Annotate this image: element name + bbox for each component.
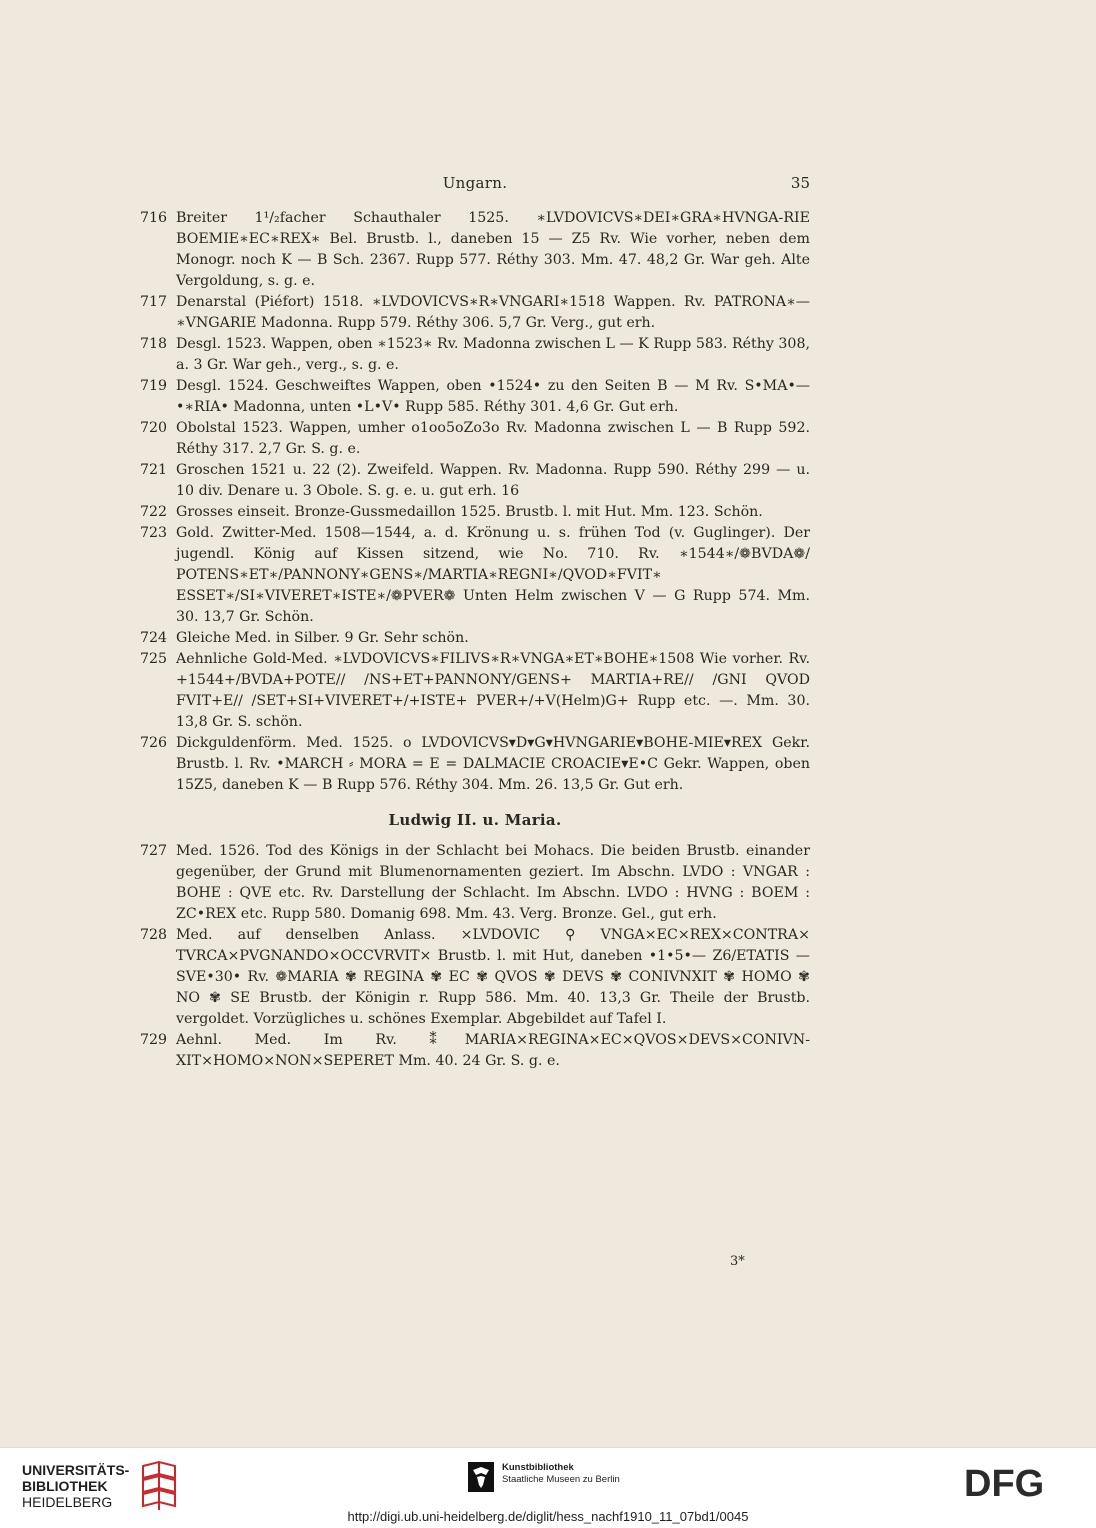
entry-text: Dickguldenförm. Med. 1525. o LVDOVICVS▾D▾G▾HVNGARIE▾BOHE-MIE▾REX Gekr. Brustb. l. Rv. •MARCH ⸗ MORA = E = DALMACIE CROACIE▾E•C Gekr. Wappen, oben 15Z5, daneben K — B Rupp 576. Réthy 304. Mm. 26. 13,5 Gr. Gut erh. (176, 735, 810, 793)
dfg-logo[interactable] (964, 1464, 1074, 1504)
section-heading: Ludwig II. u. Maria. (388, 811, 562, 829)
catalog-entry (140, 292, 810, 334)
page-title: Ungarn. (442, 174, 508, 192)
entry-text: Desgl. 1523. Wappen, oben ∗1523∗ Rv. Madonna zwischen L — K Rupp 583. Réthy 308, a. 3 Gr. War geh., verg., s. g. e. (176, 336, 810, 373)
kunstbibliothek-logo[interactable] (468, 1462, 620, 1492)
ub-heidelberg-logo[interactable] (22, 1460, 181, 1512)
catalog-entry (140, 523, 810, 628)
entry-text: Med. 1526. Tod des Königs in der Schlacht bei Mohacs. Die beiden Brustb. einander gegenüber, der Grund mit Blumenornamenten geziert. Im Abschn. LVDO : VNGAR : BOHE : QVE etc. Rv. Darstellung der Schlacht. Im Abschn. LVDO : HVNG : BOEM : ZC•REX etc. Rupp 580. Domanig 698. Mm. 43. Verg. Bronze. Gel., gut erh. (176, 843, 810, 922)
entry-number: 719 (140, 378, 168, 394)
entry-number: 725 (140, 651, 168, 667)
catalog-entry (140, 502, 810, 523)
entry-text: Desgl. 1524. Geschweiftes Wappen, oben •1524• zu den Seiten B — M Rv. S•MA•—•∗RIA• Madonna, unten •L•V• Rupp 585. Réthy 301. 4,6 Gr. Gut erh. (176, 378, 810, 415)
running-head (140, 174, 810, 196)
entry-number: 722 (140, 504, 168, 520)
entry-number: 723 (140, 525, 168, 541)
catalog-entry (140, 376, 810, 418)
entry-number: 724 (140, 630, 168, 646)
catalog-entry (140, 460, 810, 502)
catalog-entry (140, 649, 810, 733)
entry-text: Denarstal (Piéfort) 1518. ∗LVDOVICVS∗R∗VNGARI∗1518 Wappen. Rv. PATRONA∗—∗VNGARIE Madonna. Rupp 579. Réthy 306. 5,7 Gr. Verg., gut erh. (176, 294, 810, 331)
ub-line-1: UNIVERSITÄTS- (22, 1462, 130, 1478)
entry-text: Aehnl. Med. Im Rv. ⁑MARIA×REGINA×EC×QVOS×DEVS×CONIVN-XIT×HOMO×NON×SEPERET Mm. 40. 24 Gr. S. g. e. (176, 1032, 810, 1069)
ub-emblem-icon (137, 1460, 181, 1512)
entry-number: 721 (140, 462, 168, 478)
entry-text: Obolstal 1523. Wappen, umher o1oo5oZo3o Rv. Madonna zwischen L — B Rupp 592. Réthy 317. 2,7 Gr. S. g. e. (176, 420, 810, 457)
catalog-entry (140, 733, 810, 796)
entry-text: Grosses einseit. Bronze-Gussmedaillon 1525. Brustb. l. mit Hut. Mm. 123. Schön. (176, 504, 763, 520)
entry-number: 716 (140, 210, 168, 226)
kb-line-1: Kunstbibliothek (502, 1462, 574, 1473)
ub-line-3: HEIDELBERG (22, 1494, 113, 1510)
entry-number: 728 (140, 927, 168, 943)
dfg-wordmark: DFG (964, 1464, 1045, 1500)
catalog-entry (140, 628, 810, 649)
catalog-entry (140, 1030, 810, 1072)
entry-text: Aehnliche Gold-Med. ∗LVDOVICVS∗FILIVS∗R∗VNGA∗ET∗BOHE∗1508 Wie vorher. Rv. +1544+/BVDA+POTE// /NS+ET+PANNONY/GENS+ MARTIA+RE// /GNI QVOD FVIT+E// /SET+SI+VIVERET+/+ISTE+ PVER+/+V(Helm)G+ Rupp etc. —. Mm. 30. 13,8 Gr. S. schön. (176, 651, 810, 730)
entry-number: 726 (140, 735, 168, 751)
catalog-entries (140, 208, 810, 1072)
ub-line-2: BIBLIOTHEK (22, 1478, 108, 1494)
entry-number: 717 (140, 294, 168, 310)
entry-number: 720 (140, 420, 168, 436)
entry-text: Breiter 1¹/₂facher Schauthaler 1525. ∗LVDOVICVS∗DEI∗GRA∗HVNGA-RIE BOEMIE∗EC∗REX∗ Bel. Brustb. l., daneben 15 — Z5 Rv. Wie vorher, neben dem Monogr. noch K — B Sch. 2367. Rupp 577. Réthy 303. Mm. 47. 48,2 Gr. War geh. Alte Vergoldung, s. g. e. (176, 210, 810, 289)
page-number: 35 (790, 174, 810, 192)
kb-line-2: Staatliche Museen zu Berlin (502, 1474, 620, 1485)
entry-number: 727 (140, 843, 168, 859)
entries-after-section (140, 841, 810, 1072)
entry-number: 729 (140, 1032, 168, 1048)
catalog-entry (140, 925, 810, 1030)
catalog-entry (140, 841, 810, 925)
footer-bar (0, 1447, 1096, 1528)
entries-before-section (140, 208, 810, 796)
entry-text: Groschen 1521 u. 22 (2). Zweifeld. Wappen. Rv. Madonna. Rupp 590. Réthy 299 — u. 10 div. Denare u. 3 Obole. S. g. e. u. gut erh. 16 (176, 462, 810, 499)
catalog-entry (140, 208, 810, 292)
catalog-entry (140, 334, 810, 376)
entry-text: Gleiche Med. in Silber. 9 Gr. Sehr schön. (176, 630, 469, 646)
entry-number: 718 (140, 336, 168, 352)
catalog-entry (140, 418, 810, 460)
eagle-icon (468, 1462, 494, 1492)
dfg-logo-icon (964, 1464, 1074, 1500)
entry-text: Med. auf denselben Anlass. ×LVDOVIC ⚲ VNGA×EC×REX×CONTRA× TVRCA×PVGNANDO×OCCVRVIT× Brustb. l. mit Hut, daneben •1•5•— Z6/ETATIS — SVE•30• Rv. ❁MARIA ✾ REGINA ✾ EC ✾ QVOS ✾ DEVS ✾ CONIVNXIT ✾ HOMO ✾ NO ✾ SE Brustb. der Königin r. Rupp 586. Mm. 40. 13,3 Gr. Theile der Brustb. vergoldet. Vorzügliches u. schönes Exemplar. Abgebildet auf Tafel I. (176, 927, 810, 1027)
signature-mark: 3* (730, 1254, 745, 1269)
entry-text: Gold. Zwitter-Med. 1508—1544, a. d. Krönung u. s. frühen Tod (v. Guglinger). Der jugendl. König auf Kissen sitzend, wie No. 710. Rv. ∗1544∗/❁BVDA❁/ POTENS∗ET∗/PANNONY∗GENS∗/MARTIA∗REGNI∗/QVOD∗FVIT∗ ESSET∗/SI∗VIVERET∗ISTE∗/❁PVER❁ Unten Helm zwischen V — G Rupp 574. Mm. 30. 13,7 Gr. Schön. (176, 525, 810, 625)
source-url[interactable]: http://digi.ub.uni-heidelberg.de/diglit/hess_nachf1910_11_07bd1/0045 (347, 1509, 749, 1524)
